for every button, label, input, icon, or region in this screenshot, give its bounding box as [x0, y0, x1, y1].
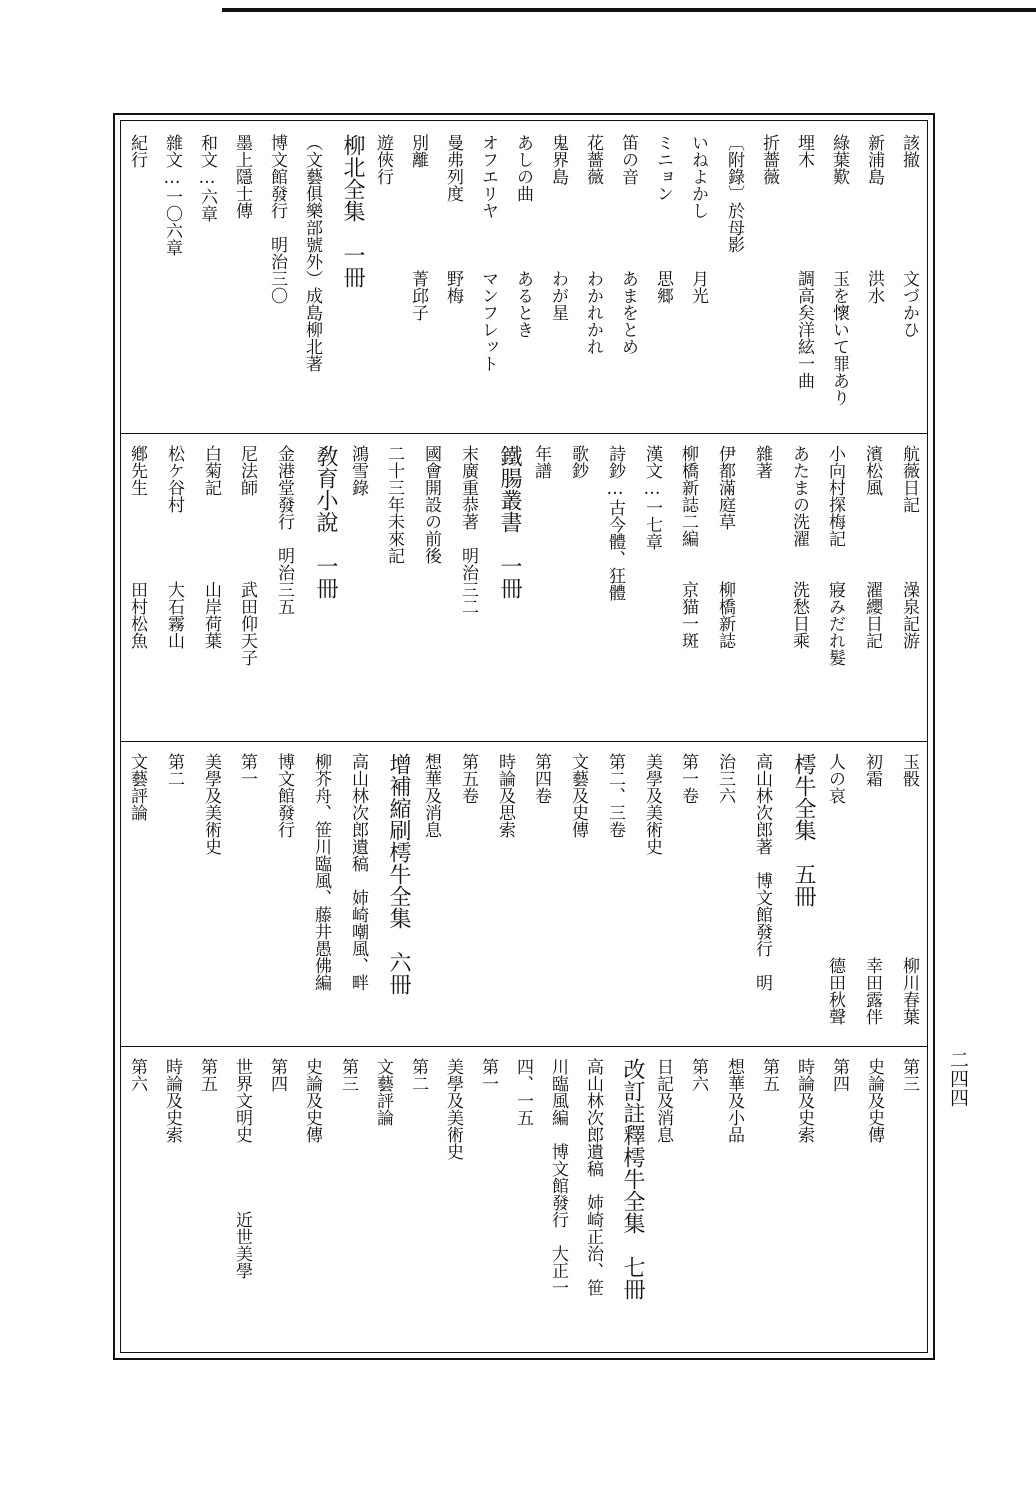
- text-column: オフエリヤ マンフレット: [478, 134, 498, 372]
- text-column: 史論及史傳: [302, 1058, 322, 1143]
- text-column: 柳芥舟、笹川臨風、藤井愚佛編: [311, 753, 331, 991]
- text-column: 和文…六章: [197, 134, 217, 222]
- text-column: 第三: [338, 1058, 358, 1092]
- text-column: 日記及消息: [653, 1058, 673, 1143]
- text-column: 世界文明史 近世美學: [232, 1058, 252, 1279]
- text-column: 別離 菁邱子: [408, 134, 428, 321]
- text-column: 第二、三卷: [605, 753, 625, 838]
- text-column: いねよかし 月光: [688, 134, 708, 304]
- text-column: 高山林次郎遺稿 姉崎嘲風、畔: [348, 753, 368, 991]
- tier-1: [124, 126, 924, 426]
- text-column: 航薇日記 澡泉記游: [899, 445, 919, 649]
- text-column: 樗牛全集 五冊: [791, 753, 816, 907]
- tier-4: [124, 1050, 924, 1350]
- text-column: 鐵腸叢書 一冊: [497, 445, 522, 599]
- text-column: 時論及史索: [162, 1058, 182, 1143]
- text-column: 想華及小品: [724, 1058, 744, 1143]
- text-column: 第二: [164, 753, 184, 787]
- text-column: 詩鈔…古今體、狂體: [605, 445, 625, 601]
- text-column: 第一: [237, 753, 257, 787]
- text-column: 第五卷: [458, 753, 478, 804]
- text-column: あしの曲 あるとき: [513, 134, 533, 338]
- text-column: 〔附錄〕於母影: [724, 134, 744, 253]
- text-column: 金港堂發行 明治三五: [274, 445, 294, 615]
- text-column: 第四: [267, 1058, 287, 1092]
- text-column: 濱松風 濯纓日記: [862, 445, 882, 649]
- text-column: 柳橋新誌二編 京猫一斑: [678, 445, 698, 649]
- text-column: 歌鈔: [568, 445, 588, 479]
- text-column: 墨上隱士傳: [232, 134, 252, 219]
- text-column: 第四卷: [531, 753, 551, 804]
- tier-divider: [120, 1046, 928, 1047]
- text-column: 博文館發行 明治三〇: [267, 134, 287, 304]
- text-column: 第五: [759, 1058, 779, 1092]
- text-column: 時論及思索: [495, 753, 515, 838]
- text-column: 第二: [408, 1058, 428, 1092]
- text-column: 敎育小說 一冊: [313, 445, 338, 599]
- text-column: 末廣重恭著 明治三二: [458, 445, 478, 615]
- text-column: 想華及消息: [421, 753, 441, 838]
- text-column: 雜文…一〇六章: [162, 134, 182, 256]
- text-column: 第五: [197, 1058, 217, 1092]
- text-column: 高山林次郎遺稿 姉崎正治、笹: [583, 1058, 603, 1296]
- text-column: 美學及美術史: [201, 753, 221, 855]
- text-column: 初霜 幸田露伴: [862, 753, 882, 1025]
- text-column: 漢文…一七章: [642, 445, 662, 550]
- text-column: 史論及史傳: [864, 1058, 884, 1143]
- text-column: 曼弗列度 野梅: [443, 134, 463, 304]
- text-column: 年譜: [531, 445, 551, 479]
- text-column: ミニョン 思郷: [653, 134, 673, 304]
- text-column: 美學及美術史: [443, 1058, 463, 1160]
- text-column: 鄕先生 田村松魚: [127, 445, 147, 649]
- text-column: 玉骰 柳川春葉: [899, 753, 919, 1025]
- text-column: 增補縮刷樗牛全集 六冊: [386, 753, 411, 995]
- text-column: 柳北全集 一冊: [340, 134, 365, 288]
- text-column: 伊都滿庭草 柳橋新誌: [715, 445, 735, 649]
- text-column: 國會開設の前後: [421, 445, 441, 564]
- text-column: 雜著: [752, 445, 772, 479]
- text-column: 時論及史索: [794, 1058, 814, 1143]
- text-column: 治三六: [715, 753, 735, 804]
- text-column: 文藝及史傳: [568, 753, 588, 838]
- text-column: 第六: [688, 1058, 708, 1092]
- text-column: 花薔薇 わかれかれ: [583, 134, 603, 355]
- text-column: 第一卷: [678, 753, 698, 804]
- text-column: 博文館發行: [274, 753, 294, 838]
- text-column: 美學及美術史: [642, 753, 662, 855]
- text-column: 改訂註釋樗牛全集 七冊: [620, 1058, 645, 1300]
- text-column: 綠葉歎 玉を懷いて罪あり: [829, 134, 849, 406]
- text-column: 笛の音 あまをとめ: [618, 134, 638, 355]
- text-column: 尼法師 武田仰天子: [237, 445, 257, 666]
- text-column: 鴻雪錄: [348, 445, 368, 496]
- text-column: 四、一五: [513, 1058, 533, 1126]
- text-column: 折薔薇: [759, 134, 779, 185]
- text-column: 高山林次郎著 博文館發行 明: [752, 753, 772, 991]
- text-column: 紀行: [127, 134, 147, 168]
- text-column: 新浦島 洪水: [864, 134, 884, 304]
- text-column: 第一: [478, 1058, 498, 1092]
- text-column: 文藝評論: [127, 753, 147, 821]
- text-column: 埋木 調高矣洋絃一曲: [794, 134, 814, 389]
- text-column: 小向村探梅記 寢みだれ髮: [825, 445, 845, 666]
- top-rule: [222, 8, 1036, 12]
- text-column: 該撤 文づかひ: [899, 134, 919, 338]
- text-column: あたまの洗濯 洗愁日乘: [789, 445, 809, 649]
- text-column: （文藝俱樂部號外）成島柳北著: [302, 134, 322, 372]
- text-column: 鬼界島 わが星: [548, 134, 568, 321]
- text-column: 松ケ谷村 大石霧山: [164, 445, 184, 649]
- text-column: 第四: [829, 1058, 849, 1092]
- text-column: 白菊記 山岸荷葉: [201, 445, 221, 649]
- text-column: 遊俠行: [373, 134, 393, 185]
- text-column: 二十三年未來記: [384, 445, 404, 564]
- text-column: 第三: [899, 1058, 919, 1092]
- tier-3: [124, 745, 924, 1045]
- text-column: 人の哀 德田秋聲: [825, 753, 845, 1025]
- page-number: 二四四: [947, 1050, 969, 1107]
- text-column: 第六: [127, 1058, 147, 1092]
- text-column: 川臨風編 博文館發行 大正一: [548, 1058, 568, 1296]
- text-column: 文藝評論: [373, 1058, 393, 1126]
- tier-2: [124, 437, 924, 737]
- tier-divider: [120, 741, 928, 742]
- tier-divider: [120, 433, 928, 434]
